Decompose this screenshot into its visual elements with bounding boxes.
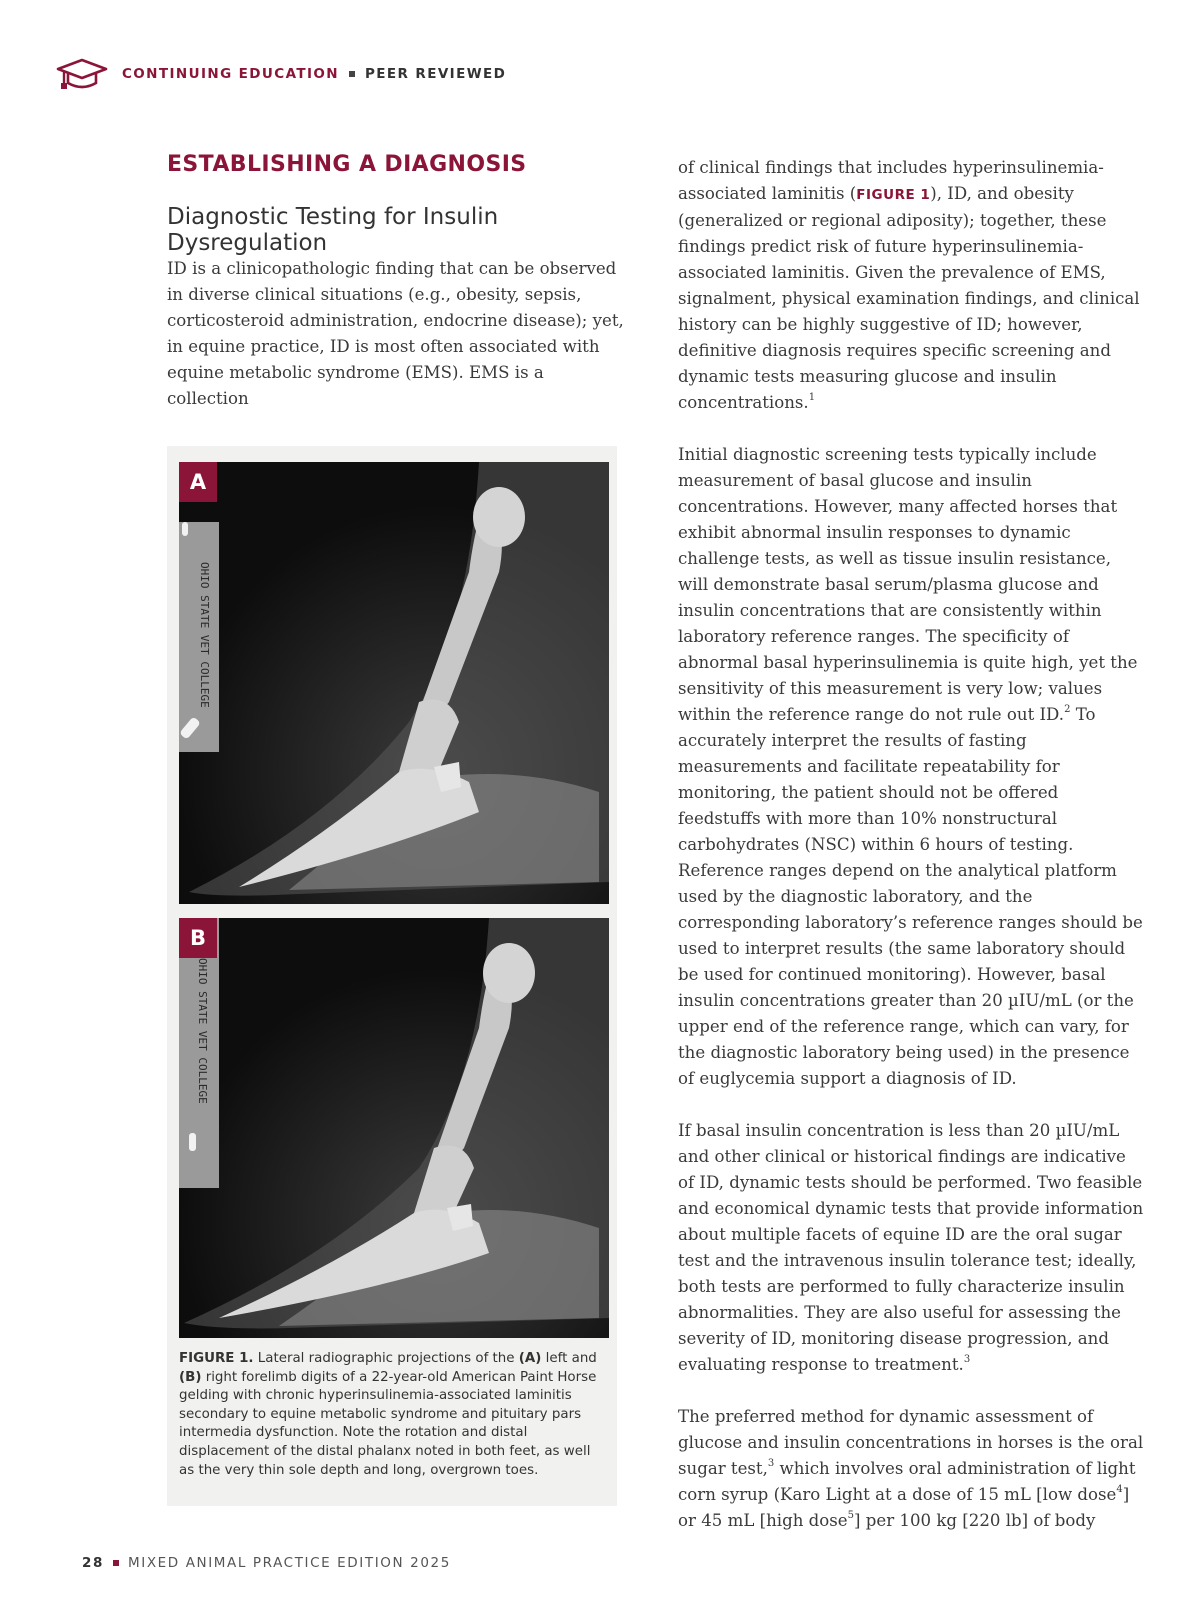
panel-label-b: B <box>179 918 217 958</box>
p4-text-b: which involves oral administration of light corn syrup (Karo Light at a dose of 15 mL [low dose <box>678 1459 1136 1504</box>
footer-separator <box>113 1560 119 1566</box>
radiograph-b-image <box>179 918 609 1338</box>
plate-text-a: OHIO STATE VET COLLEGE <box>198 562 211 708</box>
p4-text-a: The preferred method for dynamic assessment of glucose and insulin concentrations in horses is the oral sugar test, <box>678 1407 1144 1478</box>
caption-part-2: left and <box>541 1351 597 1366</box>
subhead: Diagnostic Testing for Insulin Dysregulation <box>167 204 499 256</box>
paragraph-4 <box>678 1404 1144 1534</box>
ref-1: 1 <box>808 392 816 404</box>
figure-caption <box>179 1350 605 1480</box>
left-column <box>167 150 625 412</box>
left-paragraph: ID is a clinicopathologic finding that can be observed in diverse clinical situations (e.g., obesity, sepsis, corticosteroid administration, endocrine disease); yet, in equine practice, ID is most often associated with equine metabolic syndrome (EMS). EMS is a collection <box>167 259 624 408</box>
caption-label: FIGURE 1. <box>179 1351 254 1366</box>
figure-1-link[interactable]: FIGURE 1 <box>856 187 931 203</box>
caption-a-ref: (A) <box>518 1351 542 1366</box>
p2-text-b: To accurately interpret the results of fasting measurements and facilitate repeatability for monitoring, the patient should not be offered feedstuffs with more than 10% nonstructural carbohydrates (NSC) within 6 hours of testing. Reference ranges depend on the analytical platform used by the diagnostic laboratory, and the corresponding laboratory’s reference ranges should be used to interpret results (the same laboratory should be used for continued monitoring). However, basal insulin concentrations greater than 20 µIU/mL (or the upper end of the reference range, which can vary, for the diagnostic laboratory being used) in the presence of euglycemia support a diagnosis of ID. <box>678 705 1143 1088</box>
paragraph-1 <box>678 155 1144 416</box>
caption-part-1: Lateral radiographic projections of the <box>253 1351 519 1366</box>
radiograph-panel-a <box>179 462 609 904</box>
ref-5: 5 <box>847 1510 854 1522</box>
ref-4: 4 <box>1116 1484 1123 1496</box>
p1-text-b: ), ID, and obesity (generalized or regional adiposity); together, these findings predict risk of future hyperinsulinemia-associated laminitis. Given the prevalence of EMS, signalment, physical examination findings, and clinical history can be highly suggestive of ID; however, definitive diagnosis requires specific screening and dynamic tests measuring glucose and insulin concentrations. <box>678 184 1140 412</box>
publication-name: MIXED ANIMAL PRACTICE EDITION 2025 <box>128 1555 451 1571</box>
plate-text-b: OHIO STATE VET COLLEGE <box>196 958 209 1104</box>
radiograph-panel-b <box>179 918 609 1338</box>
header-section: CONTINUING EDUCATION <box>122 66 339 82</box>
page-footer <box>82 1555 451 1571</box>
running-header <box>56 56 506 92</box>
ref-3b: 3 <box>767 1458 775 1470</box>
caption-part-3: right forelimb digits of a 22-year-old American Paint Horse gelding with chronic hyperinsulinemia-associated laminitis secondary to equine metabolic syndrome and pituitary pars intermedia dysfunction. Note the rotation and distal displacement of the distal phalanx noted in both feet, as well as the very thin sole depth and long, overgrown toes. <box>179 1369 597 1478</box>
p4-text-c: ] or 45 mL [high dose <box>678 1485 1130 1530</box>
p1-text-a: of clinical findings that includes hyperinsulinemia-associated laminitis ( <box>678 158 1104 203</box>
graduation-cap-icon <box>56 57 108 91</box>
right-column <box>678 155 1144 1560</box>
p2-text-a: Initial diagnostic screening tests typically include measurement of basal glucose and insulin concentrations. However, many affected horses that exhibit abnormal insulin responses to dynamic challenge tests, as well as tissue insulin resistance, will demonstrate basal serum/plasma glucose and insulin concentrations that are consistently within laboratory reference ranges. The specificity of abnormal basal hyperinsulinemia is quite high, yet the sensitivity of this measurement is very low; values within the reference range do not rule out ID. <box>678 445 1138 724</box>
header-separator <box>349 71 355 77</box>
header-subsection: PEER REVIEWED <box>364 66 507 82</box>
figure-1 <box>167 446 617 1506</box>
ref-3: 3 <box>963 1354 971 1366</box>
paragraph-2 <box>678 442 1144 1092</box>
ref-2: 2 <box>1064 704 1071 716</box>
panel-label-a: A <box>179 462 217 502</box>
p3-text-a: If basal insulin concentration is less than 20 µIU/mL and other clinical or historical findings are indicative of ID, dynamic tests should be performed. Two feasible and economical dynamic tests that provide information about multiple facets of equine ID are the oral sugar test and the intravenous insulin tolerance test; ideally, both tests are performed to fully characterize insulin abnormalities. They are also useful for assessing the severity of ID, monitoring disease progression, and evaluating response to treatment. <box>678 1121 1144 1374</box>
section-title: ESTABLISHING A DIAGNOSIS <box>167 152 527 177</box>
paragraph-3 <box>678 1118 1144 1378</box>
radiograph-a-image <box>179 462 609 904</box>
page-number: 28 <box>82 1555 104 1571</box>
caption-b-ref: (B) <box>179 1369 202 1385</box>
p4-text-d: ] per 100 kg [220 lb] of body <box>854 1511 1096 1530</box>
